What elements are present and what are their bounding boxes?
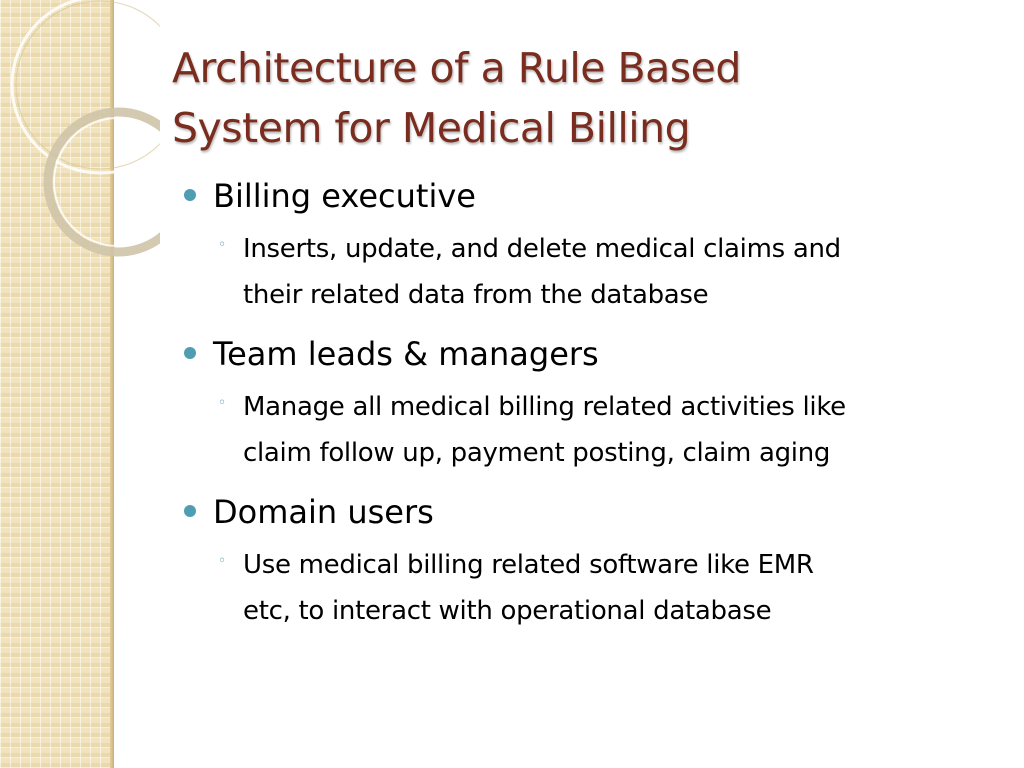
bullet-billing-executive [184,172,1004,220]
bullet-team-leads [184,330,1004,378]
sub-bullet-line: Use medical billing related software like EMR [243,550,814,580]
decorative-rings [0,0,160,260]
sub-bullet-billing-executive [184,226,1004,318]
sub-bullet-domain-users [184,542,1004,634]
sub-bullet-line: Inserts, update, and delete medical claims and [243,234,841,264]
ring-bullet-icon: ◦ [218,395,226,411]
bullet-domain-users [184,488,1004,536]
sub-bullet-line: their related data from the database [243,280,709,310]
bullet-text: Domain users [213,493,434,531]
bullet-text: Team leads & managers [213,335,599,373]
title-line-2: System for Medical Billing [172,104,691,152]
sub-bullet-line: Manage all medical billing related activities like [243,392,846,422]
bullet-dot-icon [184,347,196,359]
sub-bullet-line: claim follow up, payment posting, claim aging [243,438,831,468]
title-line-1: Architecture of a Rule Based [172,44,741,92]
bullet-dot-icon [184,189,196,201]
bullet-dot-icon [184,505,196,517]
sub-bullet-line: etc, to interact with operational database [243,596,772,626]
bullet-text: Billing executive [213,177,476,215]
sub-bullet-team-leads [184,384,1004,476]
slide-title [172,38,992,158]
bullet-list [184,172,1004,646]
ring-bullet-icon: ◦ [218,237,226,253]
ring-bullet-icon: ◦ [218,553,226,569]
